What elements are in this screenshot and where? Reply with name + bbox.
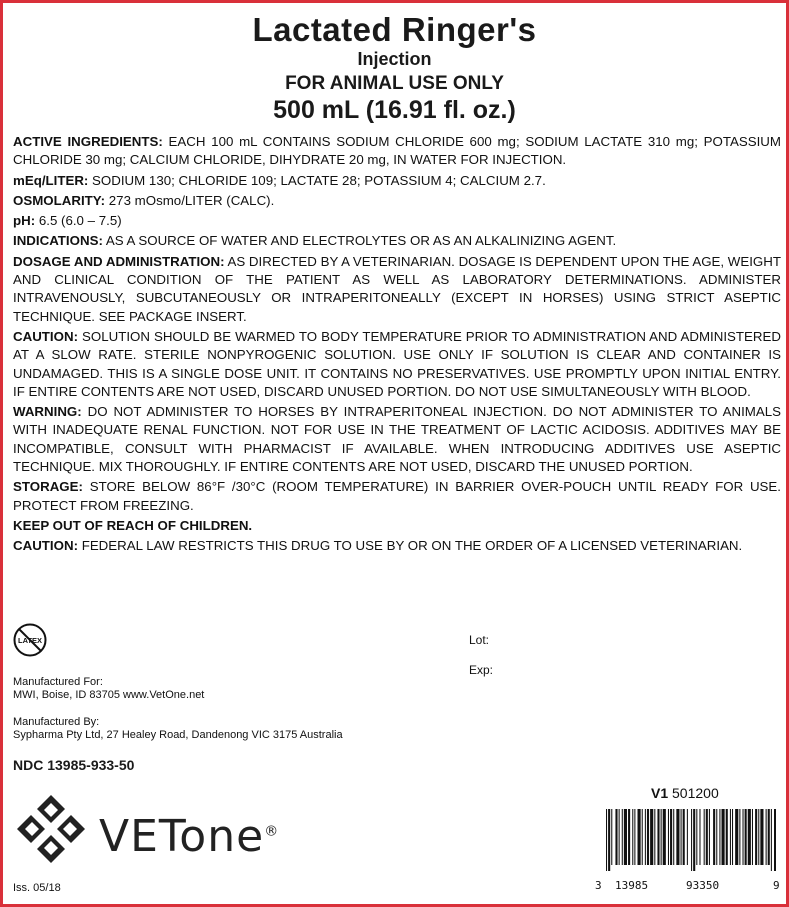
barcode-bar [638, 809, 641, 865]
meq-per-liter: mEq/LITER: SODIUM 130; CHLORIDE 109; LACTATE 28; POTASSIUM 4; CALCIUM 2.7. [13, 172, 546, 188]
barcode-group-2: 93350 [686, 879, 720, 892]
barcode-bar [663, 809, 666, 865]
warning: WARNING: DO NOT ADMINISTER TO HORSES BY INTRAPERITONEAL INJECTION. DO NOT ADMINISTER TO ANIMALS WITH INADEQUATE RENAL FUNCTION. NOT FOR USE IN THE TREATMENT OF LACTIC ACIDOSIS. ADDITIVES MAY BE INCOMPATIBLE, CONSULT WITH PHARMACIST IF AVAILABLE. WHEN INTRODUCING ADDITIVES USE ASEPTIC TECHNIQUE. MIX THOROUGHLY. IF ENTIRE CONTENTS ARE NOT USED, DISCARD THE UNUSED PORTION. [13, 404, 781, 475]
barcode-bar [768, 809, 770, 865]
barcode-digit-first: 3 [595, 879, 602, 892]
barcode-bar [661, 809, 662, 865]
barcode-bar [722, 809, 725, 865]
barcode-group-1: 13985 [615, 879, 649, 892]
ndc-number: NDC 13985-933-50 [13, 757, 135, 773]
barcode-bar [608, 809, 610, 871]
barcode-bar [699, 809, 700, 865]
barcode-bar [758, 809, 759, 865]
manufactured-by-text: Sypharma Pty Ltd, 27 Healey Road, Dandenong VIC 3175 Australia [13, 729, 343, 741]
indications: INDICATIONS: AS A SOURCE OF WATER AND ELECTROLYTES OR AS AN ALKALINIZING AGENT. [13, 233, 617, 249]
barcode-bar [739, 809, 740, 865]
barcode-bar [760, 809, 763, 865]
barcode-bar [755, 809, 757, 865]
barcode-bar [642, 809, 643, 865]
barcode-bar [716, 809, 717, 865]
barcode-bar [735, 809, 738, 865]
manufactured-by-label: Manufactured By: [13, 716, 100, 728]
label-body [13, 133, 781, 556]
barcode-bar [687, 809, 688, 865]
animal-use-notice: FOR ANIMAL USE ONLY [285, 73, 504, 94]
barcode-bar [704, 809, 705, 865]
lot-field: Lot: [469, 633, 490, 647]
barcode-bar [673, 809, 674, 865]
barcode-bar [650, 809, 653, 865]
barcode-bar [670, 809, 672, 865]
barcode-bar [645, 809, 646, 865]
barcode-bar [657, 809, 659, 865]
barcode-bar [624, 809, 627, 865]
keep-out-of-reach: KEEP OUT OF REACH OF CHILDREN. [13, 517, 253, 533]
barcode-bar [681, 809, 682, 865]
issue-date: Iss. 05/18 [13, 882, 61, 894]
active-ingredients: ACTIVE INGREDIENTS: EACH 100 mL CONTAINS SODIUM CHLORIDE 600 mg; SODIUM LACTATE 310 mg; POTASSIUM CHLORIDE 30 mg; CALCIUM CHLORIDE, DIHYDRATE 20 mg, IN WATER FOR INJECTION. [13, 134, 781, 168]
barcode-bar [730, 809, 731, 865]
barcode-bar [745, 809, 747, 865]
barcode-bar [743, 809, 744, 865]
barcode-icon [606, 809, 776, 871]
barcode-bar [611, 809, 612, 865]
barcode-bar [606, 809, 607, 871]
exp-field: Exp: [469, 663, 494, 677]
product-title: Lactated Ringer's [252, 11, 537, 48]
latex-icon-text: LATEX [17, 636, 43, 645]
barcode-bar [634, 809, 635, 865]
barcode-bar [647, 809, 649, 865]
barcode-bar [726, 809, 728, 865]
barcode-digit-last: 9 [773, 879, 780, 892]
caution-administration: CAUTION: SOLUTION SHOULD BE WARMED TO BODY TEMPERATURE PRIOR TO ADMINISTRATION AND ADMINISTERED AT A SLOW RATE. STERILE NONPYROGENIC SOLUTION. USE ONLY IF SOLUTION IS CLEAR AND CONTAINER IS UNDAMAGED. THIS IS A SINGLE DOSE UNIT. IT CONTAINS NO PRESERVATIVES. USE PROMPTLY UPON INITIAL ENTRY. IF ENTIRE CONTENTS ARE NOT USED, DISCARD UNUSED PORTION. DO NOT USE SIMULTANEOUSLY WITH BLOOD. [13, 328, 781, 399]
barcode-bar [719, 809, 720, 865]
barcode-bar [691, 809, 692, 871]
barcode-bar [732, 809, 733, 865]
ph-value: pH: 6.5 (6.0 – 7.5) [13, 213, 122, 229]
barcode-bar [654, 809, 655, 865]
osmolarity: OSMOLARITY: 273 mOsmo/LITER (CALC). [13, 192, 275, 208]
barcode-bar [615, 809, 617, 865]
barcode-bar [696, 809, 697, 865]
barcode-bar [771, 809, 772, 871]
barcode-bar [622, 809, 623, 865]
version-code: V1 501200 [651, 785, 719, 801]
barcode-bar [628, 809, 630, 865]
dosage-administration: DOSAGE AND ADMINISTRATION: AS DIRECTED BY A VETERINARIAN. DOSAGE IS DEPENDENT UPON THE AGE, WEIGHT AND CLINICAL CONDITION OF THE PATIENT AS WELL AS LABORATORY DETERMINATIONS. ADMINISTER INTRAVENOUSLY, SUBCUTANEOUSLY OR INTRAPERITONEALLY (EXCEPT IN HORSES) USING STRICT ASEPTIC TECHNIQUE. SEE PACKAGE INSERT. [13, 253, 781, 324]
barcode-bar [774, 809, 776, 871]
barcode-bar [619, 809, 620, 865]
barcode-bar [709, 809, 710, 865]
barcode-bar [766, 809, 767, 865]
barcode-bar [752, 809, 753, 865]
vetone-diamond-logo-icon [15, 793, 87, 865]
vetone-logo-text: VETone® [99, 811, 280, 862]
latex-free-icon [12, 622, 48, 658]
barcode-bar [706, 809, 708, 865]
barcode-bar [693, 809, 695, 871]
barcode-bar [668, 809, 669, 865]
barcode-bar [632, 809, 633, 865]
storage: STORAGE: STORE BELOW 86°F /30°C (ROOM TEMPERATURE) IN BARRIER OVER-POUCH UNTIL READY FOR USE. PROTECT FROM FREEZING. [13, 479, 781, 513]
barcode-bar [748, 809, 751, 865]
product-subtitle: Injection [357, 49, 432, 69]
caution-federal-law: CAUTION: FEDERAL LAW RESTRICTS THIS DRUG TO USE BY OR ON THE ORDER OF A LICENSED VETERINARIAN. [13, 538, 743, 554]
manufactured-for-text: MWI, Boise, ID 83705 www.VetOne.net [13, 689, 205, 701]
barcode-bar [713, 809, 715, 865]
manufactured-for-label: Manufactured For: [13, 676, 103, 688]
barcode-bar [676, 809, 679, 865]
product-volume: 500 mL (16.91 fl. oz.) [273, 96, 516, 124]
barcode-bar [683, 809, 685, 865]
